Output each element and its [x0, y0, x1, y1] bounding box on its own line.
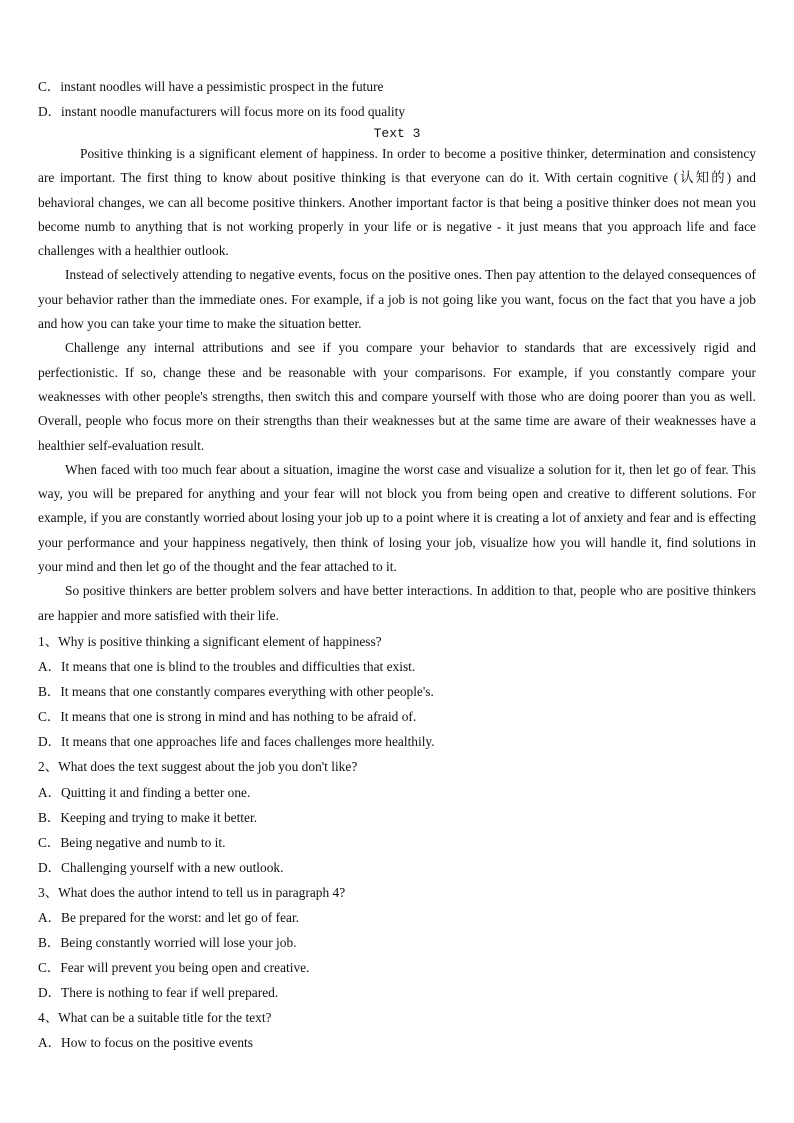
question-1 [38, 629, 756, 754]
option-c: C．Fear will prevent you being open and creative. [38, 960, 310, 976]
option-c: C．It means that one is strong in mind and has nothing to be afraid of. [38, 709, 417, 725]
option-a: A．It means that one is blind to the troubles and difficulties that exist. [38, 659, 416, 675]
prev-option-d: D．instant noodle manufacturers will focus more on its food quality [38, 104, 406, 119]
question-4 [38, 1005, 756, 1055]
option-a: A．Be prepared for the worst: and let go of fear. [38, 909, 300, 925]
paragraph-4: When faced with too much fear about a situation, imagine the worst case and visualize a solution for it, then let go of fear. This way, you will be prepared for anything and your fear will not block you from being open and creative to different solutions. For example, if you are constantly worried about losing your job up to a point where it is creating a lot of anxiety and fear and is effecting your performance and your happiness negatively, then think of losing your job, visualize how you will handle it, find solutions in your mind and then let go of the thought and the fear attached to it. [38, 461, 756, 575]
paragraph-1: Positive thinking is a significant element of happiness. In order to become a positive thinker, determination and consistency are important. The first thing to know about positive thinking is that everyone can do it. With certain cognitive (认知的) and behavioral changes, we can all become positive thinkers. Another important factor is that being a positive thinker does not mean you become numb to anything that is not working properly in your life or is negative - it just means that you approach life and face challenges with a healthier outlook. [38, 146, 756, 259]
prev-option-c: C．instant noodles will have a pessimistic prospect in the future [38, 79, 384, 94]
question-stem: 3、What does the author intend to tell us in paragraph 4? [38, 884, 346, 900]
text-title: Text 3 [373, 126, 421, 141]
option-b: B．It means that one constantly compares everything with other people's. [38, 684, 434, 700]
question-stem: 2、What does the text suggest about the job you don't like? [38, 759, 358, 775]
document-page [38, 74, 756, 1056]
paragraph-5: So positive thinkers are better problem solvers and have better interactions. In addition to that, people who are positive thinkers are happier and more satisfied with their life. [38, 583, 756, 623]
option-b: B．Being constantly worried will lose your job. [38, 935, 297, 951]
option-b: B．Keeping and trying to make it better. [38, 809, 258, 825]
question-stem: 1、Why is positive thinking a significant element of happiness? [38, 633, 382, 649]
option-a: A．How to focus on the positive events [38, 1035, 253, 1051]
question-2 [38, 754, 756, 879]
option-a: A．Quitting it and finding a better one. [38, 784, 251, 800]
option-c: C．Being negative and numb to it. [38, 834, 226, 850]
option-d: D．It means that one approaches life and faces challenges more healthily. [38, 734, 435, 750]
question-3 [38, 880, 756, 1005]
question-stem: 4、What can be a suitable title for the text? [38, 1010, 272, 1026]
paragraph-2: Instead of selectively attending to negative events, focus on the positive ones. Then pay attention to the delayed consequences of your behavior rather than the immediate ones. For example, if a job is not going like you want, focus on the fact that you have a job and how you can take your time to make the situation better. [38, 267, 756, 332]
paragraph-3: Challenge any internal attributions and see if you compare your behavior to standards that are excessively rigid and perfectionistic. If so, change these and be reasonable with your comparisons. For example, if you constantly compare your weaknesses with other people's strengths, then switch this and compare yourself with those who are doing poorer than you as well. Overall, people who focus more on their strengths than their weaknesses but at the same time are aware of their weaknesses have a healthier self-evaluation result. [38, 340, 756, 453]
option-d: D．Challenging yourself with a new outlook. [38, 859, 284, 875]
option-d: D．There is nothing to fear if well prepared. [38, 985, 279, 1001]
